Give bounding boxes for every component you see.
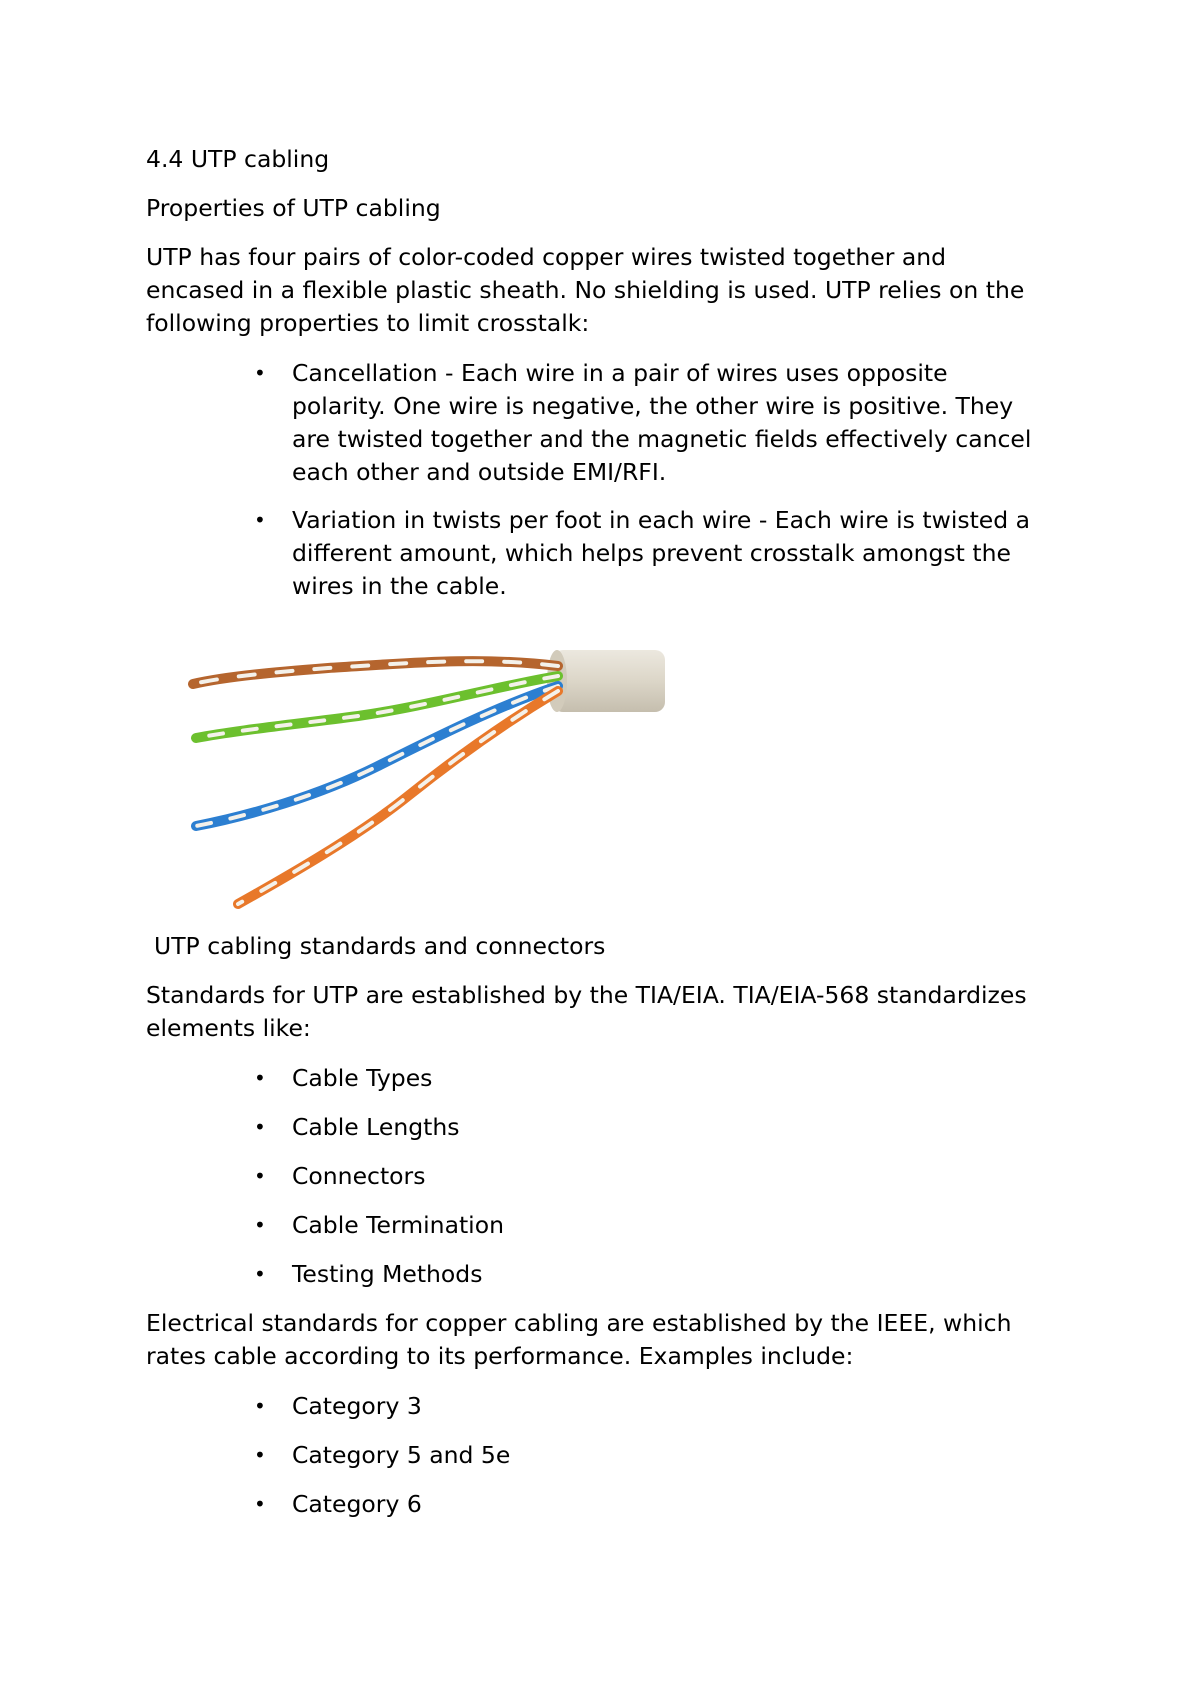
list-item [0,1390,1200,1439]
bullet-icon: • [254,1262,266,1286]
list-item-text: Cable Lengths [292,1113,460,1141]
list-item-line: Variation in twists per foot in each wire - Each wire is twisted a [292,506,1031,534]
list-item-text: Cable Types [292,1064,433,1092]
standards-paragraph [146,979,1076,1045]
blue-wire-pair [196,686,558,826]
electrical-paragraph [146,1307,1076,1373]
list-item-text: Testing Methods [292,1260,483,1288]
list-item [0,504,1200,604]
bullet-icon: • [254,1443,266,1467]
list-item [0,1062,1200,1111]
list-item [0,1258,1200,1307]
list-item-line: are twisted together and the magnetic fields effectively cancel [292,425,1032,453]
list-item-line: different amount, which helps prevent crosstalk amongst the [292,539,1011,567]
list-item-line: wires in the cable. [292,572,507,600]
intro-paragraph [146,241,1076,340]
list-item-line: polarity. One wire is negative, the other wire is positive. They [292,392,1014,420]
list-item-text: Category 3 [292,1392,422,1420]
list-item [0,1160,1200,1209]
standards-list [0,1062,1200,1307]
bullet-icon: • [254,1492,266,1516]
intro-line: following properties to limit crosstalk: [146,309,590,337]
list-item-text: Connectors [292,1162,426,1190]
list-item-text: Category 6 [292,1490,422,1518]
bullet-icon: • [254,361,266,385]
utp-cable-image [178,636,670,918]
list-item [0,1488,1200,1537]
subheading-standards: UTP cabling standards and connectors [154,932,606,960]
categories-list [0,1390,1200,1537]
properties-list [0,357,1200,604]
electrical-line: rates cable according to its performance. Examples include: [146,1342,854,1370]
bullet-icon: • [254,1115,266,1139]
list-item [0,1439,1200,1488]
bullet-icon: • [254,1066,266,1090]
subheading-properties: Properties of UTP cabling [146,194,441,222]
list-item-text [292,357,1072,489]
list-item-line: Cancellation - Each wire in a pair of wires uses opposite [292,359,948,387]
list-item [0,1111,1200,1160]
bullet-icon: • [254,1394,266,1418]
section-heading: 4.4 UTP cabling [146,145,330,173]
list-item [0,1209,1200,1258]
brown-wire-pair [193,661,558,684]
electrical-line: Electrical standards for copper cabling are established by the IEEE, which [146,1309,1012,1337]
bullet-icon: • [254,1213,266,1237]
list-item-text: Category 5 and 5e [292,1441,511,1469]
intro-line: UTP has four pairs of color-coded copper wires twisted together and [146,243,947,271]
list-item-text: Cable Termination [292,1211,504,1239]
standards-line: elements like: [146,1014,311,1042]
list-item-line: each other and outside EMI/RFI. [292,458,667,486]
intro-line: encased in a flexible plastic sheath. No shielding is used. UTP relies on the [146,276,1025,304]
standards-line: Standards for UTP are established by the TIA/EIA. TIA/EIA-568 standardizes [146,981,1027,1009]
cable-sheath [553,650,665,712]
list-item-text [292,504,1072,603]
bullet-icon: • [254,508,266,532]
bullet-icon: • [254,1164,266,1188]
list-item [0,357,1200,504]
